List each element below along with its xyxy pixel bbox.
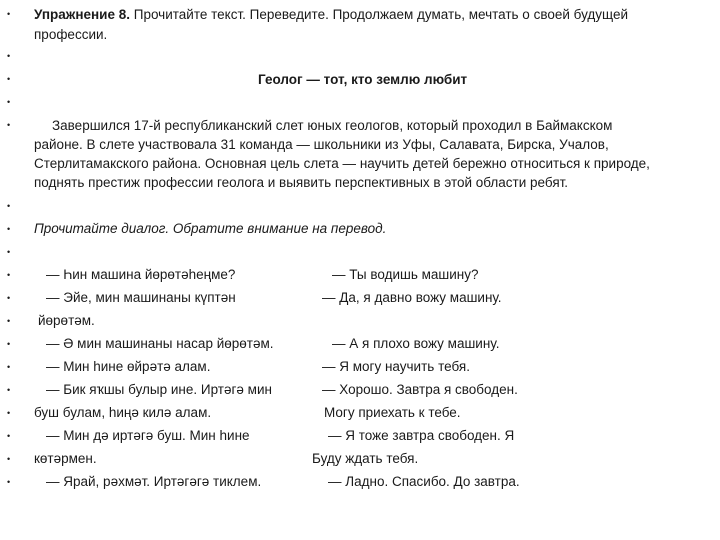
dialog-right-line: — Ты водишь машину? [332,267,479,282]
bullet: • [7,97,11,107]
dialog-left-line: — Мин һине өйрәтә алам. [46,359,211,374]
dialog-right-line: — Хорошо. Завтра я свободен. [322,382,518,397]
dialog-left-line: көтәрмен. [34,451,97,466]
bullet: • [7,408,11,418]
bullet: • [7,224,11,234]
bullet: • [7,339,11,349]
bullet: • [7,362,11,372]
dialog-right-line: — Ладно. Спасибо. До завтра. [328,474,520,489]
text-line-4: поднять престиж профессии геолога и выявить перспективных в этой области ребят. [34,175,569,190]
bullet: • [7,9,11,19]
bullet: • [7,247,11,257]
dialog-left-line: — Ә мин машинаны насар йөрөтәм. [46,336,274,351]
text-line-1: Завершился 17-й республиканский слет юных геологов, который проходил в Баймакском [52,118,613,133]
dialog-right-line: — Да, я давно вожу машину. [322,290,502,305]
dialog-right-line: — А я плохо вожу машину. [332,336,500,351]
dialog-right-line: Буду ждать тебя. [312,451,419,466]
exercise-instruction-text: Прочитайте текст. Переведите. Продолжаем думать, мечтать о своей будущей [130,7,629,22]
bullet: • [7,316,11,326]
dialog-left-line: буш булам, һиңә килә алам. [34,405,212,420]
dialog-right-line: — Я могу научить тебя. [322,359,470,374]
dialog-left-line: — Мин дә иртәгә буш. Мин һине [46,428,250,443]
bullet: • [7,201,11,211]
bullet: • [7,477,11,487]
bullet: • [7,385,11,395]
bullet: • [7,270,11,280]
bullet: • [7,431,11,441]
bullet: • [7,51,11,61]
dialog-left-line: — Ярай, рәхмәт. Иртәгәгә тиклем. [46,474,262,489]
exercise-instruction-line2: профессии. [34,27,108,42]
dialog-instruction: Прочитайте диалог. Обратите внимание на перевод. [34,221,387,236]
dialog-right-line: Могу приехать к тебе. [324,405,461,420]
bullet: • [7,454,11,464]
exercise-instruction [34,8,628,22]
dialog-left-line: — Һин машина йөрөтәһеңме? [46,267,236,282]
bullet: • [7,120,11,130]
exercise-label: Упражнение 8. [34,7,130,22]
dialog-left-line: — Эйе, мин машинаны күптән [46,290,236,305]
text-title: Геолог — тот, кто землю любит [258,72,468,87]
dialog-right-line: — Я тоже завтра свободен. Я [328,428,515,443]
bullet: • [7,74,11,84]
bullet: • [7,293,11,303]
text-line-3: Стерлитамакского района. Основная цель слета — научить детей бережно относиться к природе, [34,156,650,171]
dialog-left-line: — Бик яҡшы булыр ине. Иртәгә мин [46,382,272,397]
dialog-left-line: йөрөтәм. [38,313,95,328]
text-line-2: районе. В слете участвовала 31 команда — школьники из Уфы, Салавата, Бирска, Учалов, [34,137,609,152]
